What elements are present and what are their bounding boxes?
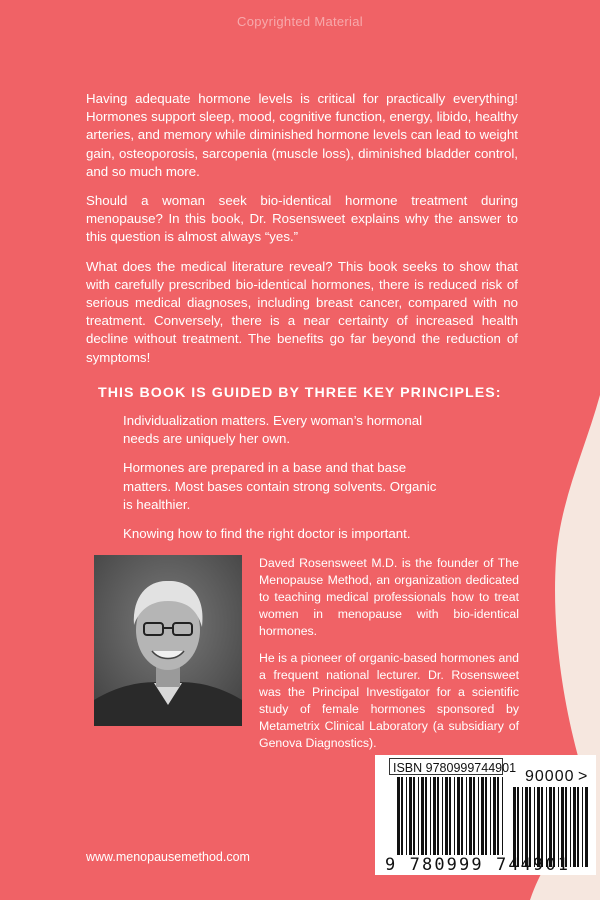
- website-link[interactable]: www.menopausemethod.com: [86, 850, 250, 864]
- isbn-barcode: [375, 755, 596, 875]
- principle-item: Hormones are prepared in a base and that base matters. Most bases contain strong solvents. Organic is healthier.: [123, 460, 437, 512]
- author-bio: [259, 555, 519, 762]
- principle-item: Knowing how to find the right doctor is important.: [123, 526, 411, 542]
- intro-paragraph: Having adequate hormone levels is critical for practically everything! Hormones support sleep, mood, cognitive function, energy, libido, healthy arteries, and memory while diminished hormone levels can lead to weight gain, osteoporosis, sarcopenia (muscle loss), diminished bladder control, and so much more.: [86, 91, 518, 179]
- author-portrait-image: [94, 555, 242, 726]
- author-bio-paragraph: Daved Rosensweet M.D. is the founder of The Menopause Method, an organization dedicated to teaching medical professionals how to treat women in menopause with bio-identical hormones.: [259, 556, 519, 638]
- intro-paragraph: What does the medical literature reveal? This book seeks to show that with carefully prescribed bio-identical hormones, there is reduced risk of serious medical diagnoses, including breast cancer, compared with no treatment. Conversely, there is a near certainty of increased health decline without treatment. The benefits go far beyond the reduction of symptoms!: [86, 258, 518, 365]
- intro-paragraph: Should a woman seek bio-identical hormone treatment during menopause? In this book, Dr. Rosensweet explains why the answer to this question is almost always “yes.”: [86, 193, 518, 245]
- price-arrow: >: [578, 768, 588, 785]
- intro-section: [86, 90, 518, 378]
- copyright-watermark: Copyrighted Material: [237, 14, 363, 29]
- principle-item: Individualization matters. Every woman’s hormonal needs are uniquely her own.: [123, 413, 423, 447]
- price-code: 90000: [525, 768, 575, 785]
- isbn-label: ISBN 9780999744901: [393, 761, 517, 775]
- principles-heading: THIS BOOK IS GUIDED BY THREE KEY PRINCIPLES:: [98, 385, 502, 401]
- barcode-digits: 9 780999 744901: [385, 855, 571, 875]
- principles-list: [123, 412, 445, 554]
- author-bio-paragraph: He is a pioneer of organic-based hormones and a frequent national lecturer. Dr. Rosensweet was the Principal Investigator for a scientific study of female hormones sponsored by Metametrix Clinical Laboratory (a subsidiary of Genova Diagnostics).: [259, 651, 519, 750]
- author-photo: [94, 555, 242, 726]
